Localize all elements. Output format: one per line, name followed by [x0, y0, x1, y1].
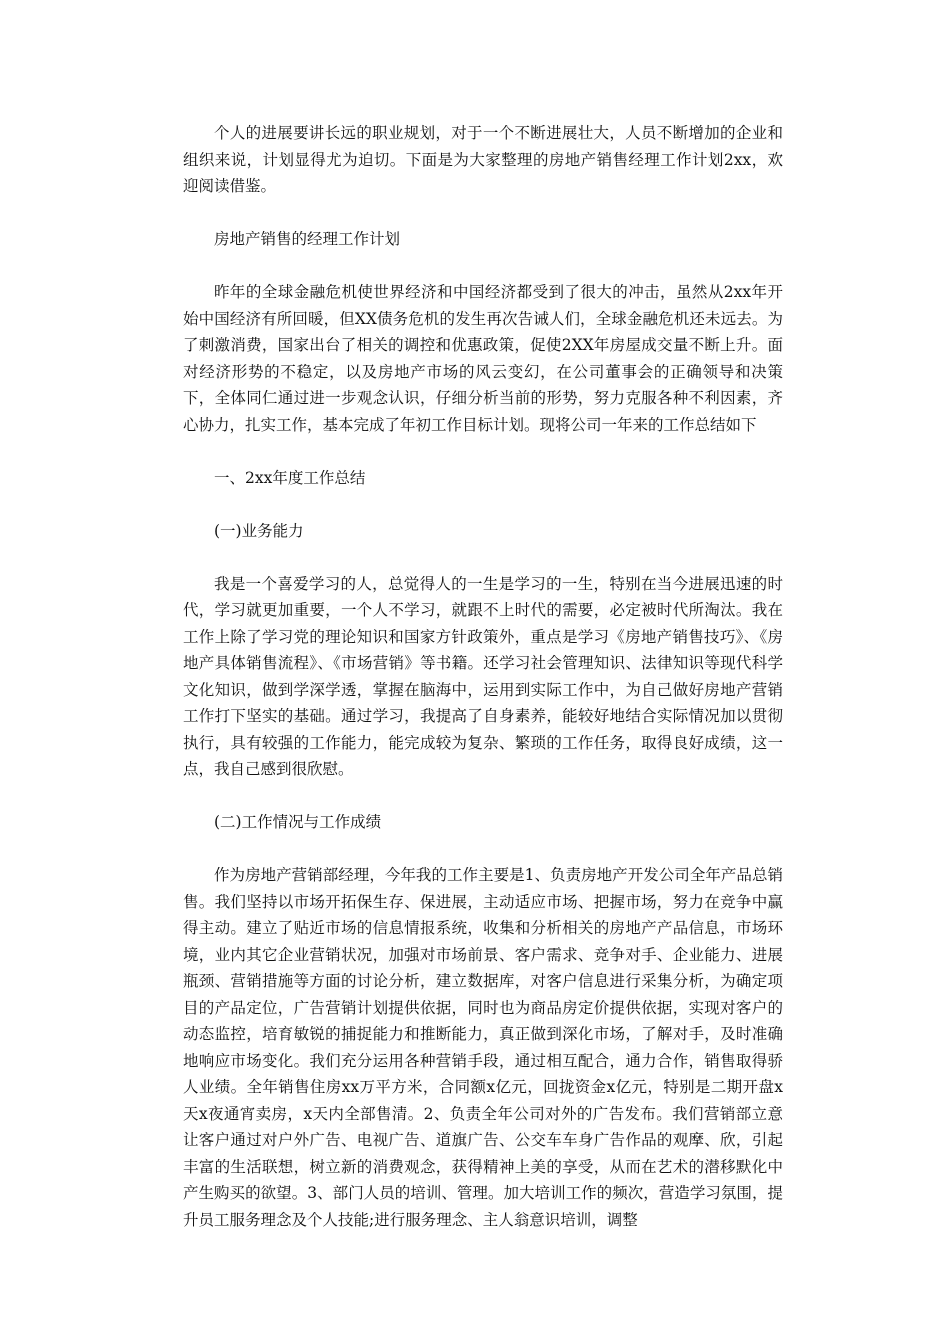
- background-paragraph: 昨年的全球金融危机使世界经济和中国经济都受到了很大的冲击，虽然从2xx年开始中国经济有所回暖，但XX债务危机的发生再次告诫人们，全球金融危机还未远去。为了刺激消费，国家出台了相关的调控和优惠政策，促使2XX年房屋成交量不断上升。面对经济形势的不稳定，以及房地产市场的风云变幻，在公司董事会的正确领导和决策下，全体同仁通过进一步观念认识，仔细分析当前的形势，努力克服各种不利因素，齐心协力，扎实工作，基本完成了年初工作目标计划。现将公司一年来的工作总结如下: [183, 283, 783, 434]
- business-ability-paragraph: 我是一个喜爱学习的人，总觉得人的一生是学习的一生，特别在当今进展迅速的时代，学习就更加重要，一个人不学习，就跟不上时代的需要，必定被时代所淘汰。我在工作上除了学习党的理论知识和国家方针政策外，重点是学习《房地产销售技巧》、《房地产具体销售流程》、《市场营销》等书籍。还学习社会管理知识、法律知识等现代科学文化知识，做到学深学透，掌握在脑海中，运用到实际工作中，为自己做好房地产营销工作打下坚实的基础。通过学习，我提高了自身素养，能较好地结合实际情况加以贯彻执行，具有较强的工作能力，能完成较为复杂、繁琐的工作任务，取得良好成绩，这一点，我自己感到很欣慰。: [183, 574, 783, 778]
- section-heading-annual-summary: 一、2xx年度工作总结: [214, 468, 366, 487]
- document-title: 房地产销售的经理工作计划: [214, 230, 401, 248]
- intro-paragraph: 个人的进展要讲长远的职业规划，对于一个不断进展壮大，人员不断增加的企业和组织来说，计划显得尤为迫切。下面是为大家整理的房地产销售经理工作计划2xx，欢迎阅读借鉴。: [183, 124, 783, 195]
- document-body: [183, 120, 783, 1233]
- work-results-paragraph: 作为房地产营销部经理，今年我的工作主要是1、负责房地产开发公司全年产品总销售。我们坚持以市场开拓保生存、保进展，主动适应市场、把握市场，努力在竞争中赢得主动。建立了贴近市场的信息情报系统，收集和分析相关的房地产产品信息，市场环境，业内其它企业营销状况，加强对市场前景、客户需求、竞争对手、企业能力、进展瓶颈、营销措施等方面的讨论分析，建立数据库，对客户信息进行采集分析，为确定项目的产品定位，广告营销计划提供依据，同时也为商品房定价提供依据，实现对客户的动态监控，培育敏锐的捕捉能力和推断能力，真正做到深化市场，了解对手，及时准确地响应市场变化。我们充分运用各种营销手段，通过相互配合，通力合作，销售取得骄人业绩。全年销售住房xx万平方米，合同额x亿元，回拢资金x亿元，特别是二期开盘x天x夜通宵卖房，x天内全部售清。2、负责全年公司对外的广告发布。我们营销部立意让客户通过对户外广告、电视广告、道旗广告、公交车车身广告作品的观摩、欣，引起丰富的生活联想，树立新的消费观念，获得精神上美的享受，从而在艺术的潜移默化中产生购买的欲望。3、部门人员的培训、管理。加大培训工作的频次，营造学习氛围，提升员工服务理念及个人技能;进行服务理念、主人翁意识培训，调整: [183, 866, 783, 1229]
- subsection-heading-work-results: (二)工作情况与工作成绩: [214, 813, 382, 831]
- subsection-heading-business-ability: (一)业务能力: [214, 521, 304, 540]
